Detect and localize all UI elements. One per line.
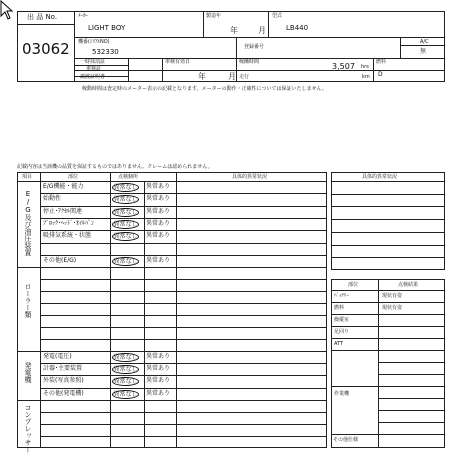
- first-reg-label: 製造年: [206, 13, 222, 19]
- hours-unit-hrs: hrs: [361, 64, 369, 70]
- serial-label: 機番(ｼﾘｱﾙNO): [78, 39, 110, 45]
- ng-option[interactable]: 異常あり: [146, 377, 171, 385]
- ok-option[interactable]: 異常なし: [113, 390, 138, 398]
- col-item: 項目: [22, 174, 33, 180]
- serial-value: 532330: [92, 48, 119, 56]
- other-spec-label: その他仕様: [333, 437, 359, 443]
- right-col-status: 具体的異常状況: [362, 174, 398, 180]
- ok-option[interactable]: 異常なし: [113, 366, 138, 374]
- lot-number-label: 出 品 No.: [27, 13, 58, 21]
- ng-option[interactable]: 異常あり: [146, 232, 171, 240]
- ng-option[interactable]: 異常あり: [146, 195, 171, 203]
- mileage-label: 走行: [239, 74, 250, 80]
- work-machine-label: 作業機: [334, 391, 350, 397]
- group-roller: ローラー類: [24, 283, 32, 318]
- inspection-part: 足回り: [334, 329, 350, 335]
- ac-label: A/C: [420, 39, 429, 45]
- group-generator: 発電機: [24, 362, 32, 383]
- cert-label: 車検有効日: [165, 59, 191, 65]
- hours-label: 稼働時間: [239, 59, 260, 65]
- inspection-part: 操縦室: [334, 317, 350, 323]
- inspection-part: ATT: [334, 341, 344, 347]
- engine-part-label: 吸排気系統・状態: [43, 232, 92, 240]
- ng-option[interactable]: 異常あり: [146, 256, 171, 264]
- ok-option[interactable]: 異常なし: [113, 184, 138, 191]
- mouse-cursor-icon: [0, 0, 14, 20]
- first-reg-month: 月: [258, 26, 266, 35]
- inspection-part: ﾊﾞｯﾃﾘｰ: [334, 293, 350, 299]
- engine-part-label: その他(E/G): [43, 256, 77, 264]
- model-label: 型式: [272, 13, 283, 19]
- ok-option[interactable]: 異常なし: [113, 233, 138, 241]
- first-reg-year: 年: [230, 26, 238, 35]
- maker-label: ﾒｰｶｰ: [78, 13, 89, 19]
- col-status: 具体的異常状況: [232, 174, 268, 180]
- ng-option[interactable]: 異常あり: [146, 183, 171, 190]
- inspection-col-part: 部位: [348, 282, 359, 288]
- disclaimer-notice: 記載内容は当該機の品質を保証するものではありません。クレームは認められません。: [17, 164, 213, 170]
- inspection-result: 現状有姿: [382, 293, 403, 299]
- ng-option[interactable]: 異常あり: [146, 219, 171, 227]
- cert-month: 月: [228, 72, 236, 81]
- ng-option[interactable]: 異常あり: [146, 353, 171, 360]
- hours-unit-km: km: [362, 74, 370, 80]
- ng-option[interactable]: 異常あり: [146, 365, 171, 373]
- ok-option[interactable]: 異常なし: [113, 257, 138, 265]
- model-value: LB440: [286, 24, 309, 32]
- engine-part-label: E/G機能・能力: [43, 183, 84, 190]
- cert-year: 年: [198, 72, 206, 81]
- col-part: 部位: [68, 174, 79, 180]
- inspection-col-result: 点検結果: [398, 282, 419, 288]
- group-compressor: コンプレッサー: [24, 404, 32, 453]
- ok-option[interactable]: 異常なし: [113, 354, 138, 361]
- ac-value: 無: [420, 48, 427, 55]
- generator-part-label: 計器･主要装置: [43, 365, 83, 373]
- generator-part-label: 発電(電圧): [43, 353, 72, 360]
- inspection-part: 燃料: [334, 305, 345, 311]
- ok-option[interactable]: 異常なし: [113, 220, 138, 228]
- sub-label-1: 一時抹消証: [80, 59, 106, 65]
- sub-label-3: 譲渡証明書: [80, 74, 106, 80]
- ng-option[interactable]: 異常あり: [146, 207, 171, 215]
- engine-part-label: ﾌﾞﾛｯｸ･ﾍｯﾄﾞ･ｵｲﾙﾊﾟﾝ: [43, 219, 95, 227]
- inspection-result: 現状有姿: [382, 305, 403, 311]
- ok-option[interactable]: 異常なし: [113, 208, 138, 216]
- sub-label-2: 車検証: [86, 66, 102, 72]
- engine-part-label: 始動性: [43, 195, 62, 203]
- ok-option[interactable]: 異常なし: [113, 196, 138, 204]
- generator-part-label: その他(発電機): [43, 389, 84, 397]
- hours-value: 3,507: [332, 62, 355, 71]
- fuel-value: D: [378, 71, 383, 78]
- group-engine: E/G及び油圧装置: [24, 190, 32, 256]
- fuel-label: 燃料: [376, 59, 387, 65]
- lot-number: 03062: [22, 40, 70, 58]
- hours-note: 稼動時間は査定時のメーター表示の記載となります。メーターの動作・正確性については保証いたしません。: [82, 86, 327, 92]
- ok-option[interactable]: 異常なし: [113, 378, 138, 386]
- generator-part-label: 外装(写真参照): [43, 377, 84, 385]
- engine-part-label: 停止･ｱｸｾﾙ関連: [43, 207, 83, 215]
- maker-value: LIGHT BOY: [88, 24, 126, 32]
- right-status-table: [331, 172, 445, 270]
- col-check: 点検個所: [118, 174, 139, 180]
- ng-option[interactable]: 異常あり: [146, 389, 171, 397]
- registration-label: 登録番号: [244, 44, 265, 50]
